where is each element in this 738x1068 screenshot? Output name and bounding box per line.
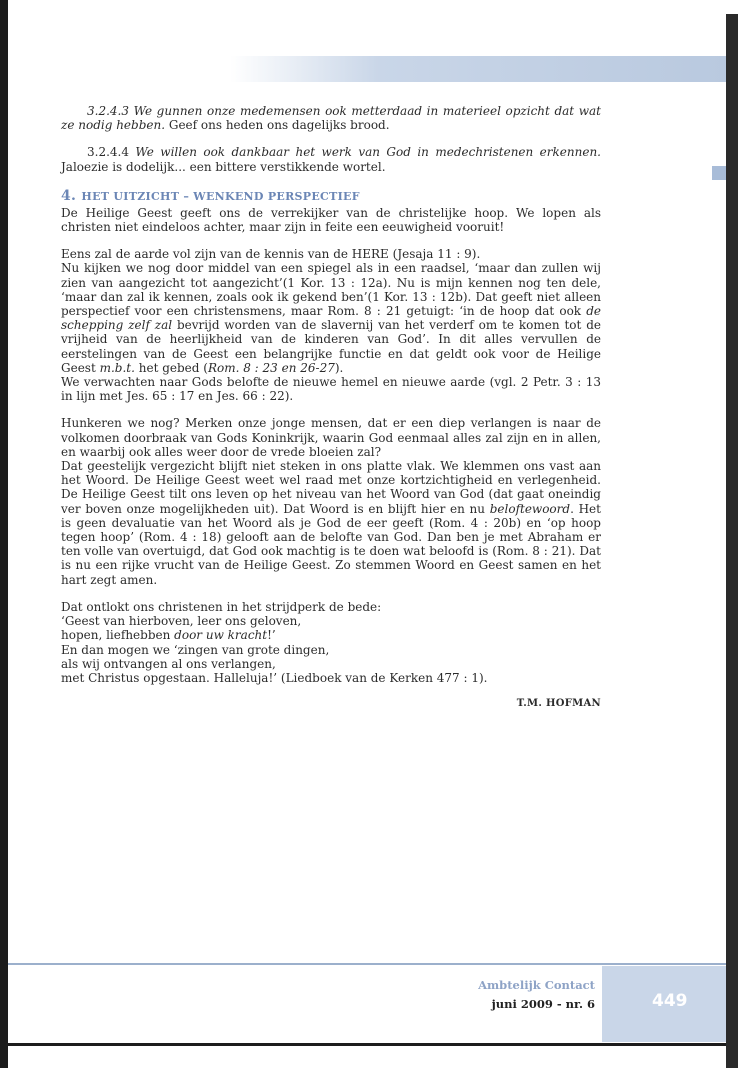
- paragraph-longing: Hunkeren we nog? Merken onze jonge mensen, dat er een diep verlangen is naar de volkomen doorbraak van Gods Koninkrijk, waarin God eenmaal alles zal zijn en in allen, en waarbij ook alles weer door de vrede bloeien zal?: [61, 416, 601, 459]
- footer-publication: [478, 976, 595, 1014]
- paragraph-lead: We gunnen onze medemensen ook metterdaad in materieel opzicht dat wat ze nodig hebben.: [61, 104, 601, 133]
- poem-line: met Christus opgestaan. Halleluja!’ (Liedboek van de Kerken 477 : 1).: [61, 670, 488, 685]
- poem-line: ‘Geest van hierboven, leer ons geloven,: [61, 614, 302, 629]
- magazine-title: Ambtelijk Contact: [478, 978, 595, 992]
- closing-poem: [61, 600, 601, 685]
- paragraph-hope: De Heilige Geest geeft ons de verrekijker van de christelijke hoop. We lopen als christen niet eindeloos achter, maar zijn in feite een eeuwigheid vooruit!: [61, 205, 601, 235]
- paragraph-text: Geef ons heden ons dagelijks brood.: [165, 118, 390, 133]
- header-color-band: [230, 56, 726, 82]
- scan-right-edge: [726, 14, 738, 1068]
- article-body: [61, 104, 601, 711]
- paragraph-new-earth: We verwachten naar Gods belofte de nieuwe hemel en nieuwe aarde (vgl. 2 Petr. 3 : 13 in lijn met Jes. 65 : 17 en Jes. 66 : 22).: [61, 375, 601, 404]
- paragraph-number: 3.2.4.4: [87, 145, 129, 160]
- issue-info: juni 2009 - nr. 6: [491, 997, 595, 1011]
- paragraph-vision: Dat geestelijk vergezicht blijft niet steken in ons platte vlak. We klemmen ons vast aan het Woord. De Heilige Geest weet wel raad met onze kortzichtigheid en verlegenheid. De Heilige Geest tilt ons leven op het niveau van het Woord van God (dat gaat oneindig ver boven onze mogelijkheden uit). Dat Woord is en blijft hier en nu beloftewoord. Het is geen devaluatie van het Woord als je God de eer geeft (Rom. 4 : 20b) en ‘op hoop tegen hoop’ (Rom. 4 : 18) gelooft aan de belofte van God. Dan ben je met Abraham er ten volle van overtuigd, dat God ook machtig is te doen wat beloofd is (Rom. 8 : 21). Dat is nu een rijke vrucht van de Heilige Geest. Zo stemmen Woord en Geest samen en het hart zegt amen.: [61, 459, 601, 587]
- author-name: T.M. HOFMAN: [516, 698, 601, 710]
- paragraph-number: 3.2.4.3: [87, 104, 129, 118]
- paragraph-text: Jaloezie is dodelijk... een bittere verstikkende wortel.: [61, 159, 386, 174]
- section-tab-marker: [712, 166, 726, 180]
- poem-line: Dat ontlokt ons christenen in het strijdperk de bede:: [61, 599, 382, 614]
- poem-line: En dan mogen we ‘zingen van grote dingen,: [61, 642, 330, 657]
- scan-bottom-edge: [0, 1043, 726, 1046]
- paragraph-lead: We willen ook dankbaar het werk van God in medechristenen erkennen.: [135, 145, 601, 160]
- paragraph-3-2-4-4: [61, 145, 601, 173]
- poem-line: als wij ontvangen al ons verlangen,: [61, 656, 276, 671]
- page-number: 449: [652, 991, 688, 1011]
- poem-line: hopen, liefhebben door uw kracht!’: [61, 628, 276, 643]
- paragraph-3-2-4-3: [61, 104, 601, 132]
- paragraph-mirror: Nu kijken we nog door middel van een spiegel als in een raadsel, ‘maar dan zullen wij zien van aangezicht tot aangezicht’(1 Kor. 13 : 12a). Nu is mijn kennen nog ten dele, ‘maar dan zal ik kennen, zoals ook ik gekend ben’(1 Kor. 13 : 12b). Dat geeft niet alleen perspectief voor een christensmens, maar Rom. 8 : 21 getuigt: ‘in de hoop dat ook de schepping zelf zal bevrijd worden van de slavernij van het verderf om te komen tot de vrijheid van de heerlijkheid van de kinderen van God’. In dit alles vervullen de eerstelingen van de Geest een belangrijke functie en dat geldt ook voor de Heilige Geest m.b.t. het gebed (Rom. 8 : 23 en 26-27).: [61, 261, 602, 375]
- paragraph-earth: Eens zal de aarde vol zijn van de kennis van de HERE (Jesaja 11 : 9).: [61, 247, 481, 262]
- section-title: HET UITZICHT – WENKEND PERSPECTIEF: [81, 189, 360, 203]
- section-heading: [61, 187, 601, 206]
- page-number-box: [602, 966, 726, 1042]
- scan-left-edge: [0, 0, 8, 1068]
- footer-rule: [8, 963, 726, 965]
- section-number: 4.: [61, 187, 77, 204]
